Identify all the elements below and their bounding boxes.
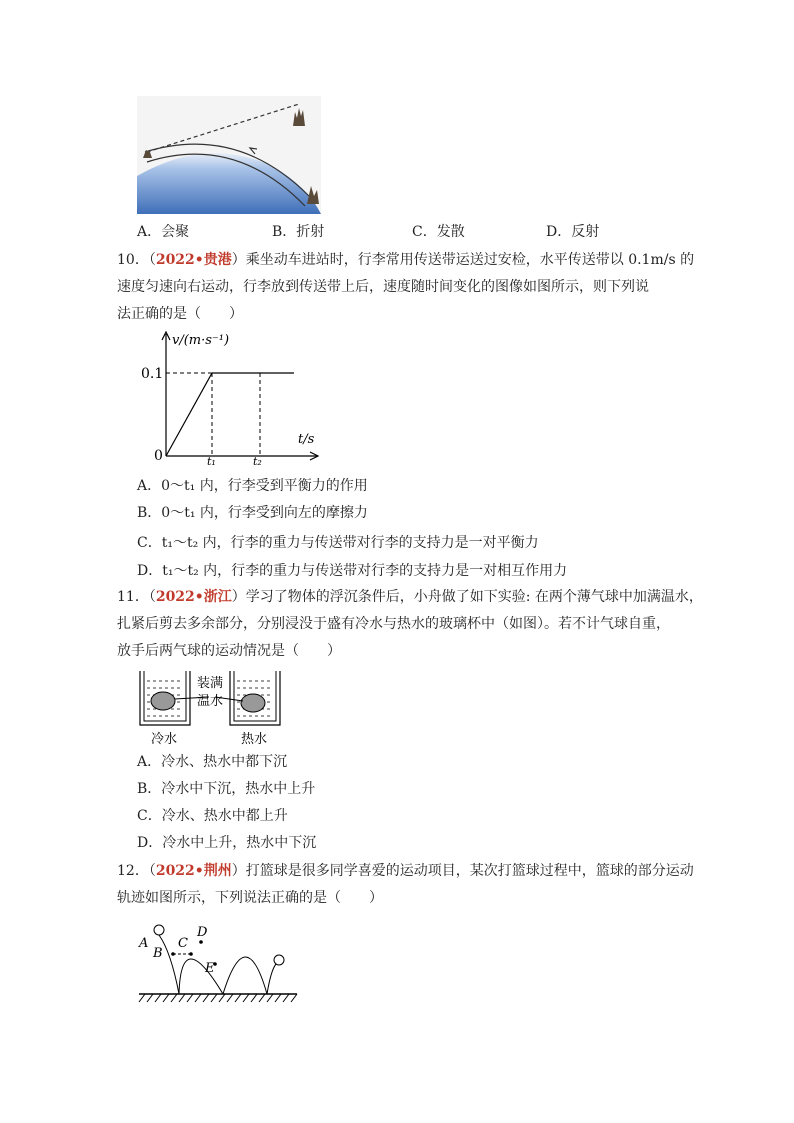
- graph-y-label: v/(m·s⁻¹): [172, 333, 230, 348]
- q10-option-c[interactable]: C．t₁～t₂ 内，行李的重力与传送带对行李的支持力是一对平衡力: [137, 535, 539, 551]
- question-12: 12．（2022•荆州）打篮球是很多同学喜爱的运动项目，某次打篮球过程中，篮球的部分运动 轨迹如图所示，下列说法正确的是（ ）: [117, 858, 682, 912]
- q11-option-d[interactable]: D．冷水中上升，热水中下沉: [137, 835, 317, 851]
- question-text-line: 轨迹如图所示，下列说法正确的是（ ）: [117, 890, 383, 906]
- point-c-label: C: [178, 936, 188, 951]
- q9-figure: [137, 96, 321, 214]
- ball-end: [274, 955, 284, 965]
- label-full-warm-1: 装满: [197, 676, 224, 691]
- label-hot-water: 热水: [241, 732, 268, 747]
- question-text-line: 学习了物体的浮沉条件后，小舟做了如下实验: 在两个薄气球中加满温水，: [245, 589, 703, 605]
- question-10: 10．（2022•贵港）乘坐动车进站时，行李常用传送带运送过安检，水平传送带以 0.1m/s 的 速度匀速向右运动，行李放到传送带上后，速度随时间变化的图像如图所示，则下列说 法正确的是（ ）: [117, 247, 682, 328]
- question-text-line: 法正确的是（ ）: [117, 306, 243, 322]
- question-text-line: 打篮球是很多同学喜爱的运动项目，某次打篮球过程中，篮球的部分运动: [245, 863, 694, 879]
- question-text-line: 乘坐动车进站时，行李常用传送带运送过安检，水平传送带以 0.1m/s 的: [245, 252, 695, 268]
- q9-option-a[interactable]: A．会聚: [137, 224, 190, 240]
- ball-start: [154, 925, 164, 935]
- question-text-line: 速度匀速向右运动，行李放到传送带上后，速度随时间变化的图像如图所示，则下列说: [117, 279, 649, 295]
- graph-x-label: t/s: [298, 432, 315, 447]
- q11-option-b[interactable]: B．冷水中下沉，热水中上升: [137, 781, 316, 797]
- point-d-label: D: [197, 925, 208, 940]
- label-cold-water: 冷水: [151, 732, 178, 747]
- point-e-label: E: [205, 961, 215, 976]
- question-number: 12．: [117, 863, 149, 879]
- question-source: 2022•浙江: [155, 589, 232, 605]
- q10-option-d[interactable]: D．t₁～t₂ 内，行李的重力与传送带对行李的支持力是一对相互作用力: [137, 563, 568, 579]
- question-text-line: 扎紧后剪去多余部分，分别浸没于盛有冷水与热水的玻璃杯中（如图）。若不计气球自重，: [117, 616, 670, 632]
- q10-vt-graph: [141, 328, 325, 468]
- question-source: 2022•荆州: [155, 863, 232, 879]
- graph-origin: 0: [154, 448, 163, 464]
- graph-y-tick: 0.1: [141, 366, 164, 382]
- question-source: 2022•贵港: [155, 252, 232, 268]
- graph-t2: t₂: [253, 455, 262, 468]
- q9-option-b[interactable]: B．折射: [272, 224, 325, 240]
- point-a-label: A: [139, 936, 149, 951]
- q11-option-c[interactable]: C．冷水、热水中都上升: [137, 808, 288, 824]
- question-text-line: 放手后两气球的运动情况是（ ）: [117, 643, 341, 659]
- q11-beakers-figure: [135, 667, 285, 747]
- q10-option-b[interactable]: B．0～t₁ 内，行李受到向左的摩擦力: [137, 505, 368, 521]
- question-11: 11．（2022•浙江）学习了物体的浮沉条件后，小舟做了如下实验: 在两个薄气球中加满温水， 扎紧后剪去多余部分，分别浸没于盛有冷水与热水的玻璃杯中（如图）。若不计气球自重， 放手后两气球的运动情况是（ ）: [117, 584, 682, 665]
- question-number: 10．: [117, 252, 149, 268]
- q9-option-d[interactable]: D．反射: [546, 224, 600, 240]
- hot-water-beaker: [230, 671, 280, 725]
- graph-t1: t₁: [207, 455, 216, 468]
- q10-option-a[interactable]: A．0～t₁ 内，行李受到平衡力的作用: [137, 478, 368, 494]
- point-b-label: B: [153, 946, 163, 961]
- cold-water-beaker: [140, 671, 190, 725]
- q12-basketball-figure: [135, 920, 300, 1006]
- q9-option-c[interactable]: C．发散: [412, 224, 465, 240]
- q11-option-a[interactable]: A．冷水、热水中都下沉: [137, 754, 288, 770]
- question-number: 11．: [117, 589, 149, 605]
- label-full-warm-2: 温水: [197, 694, 224, 709]
